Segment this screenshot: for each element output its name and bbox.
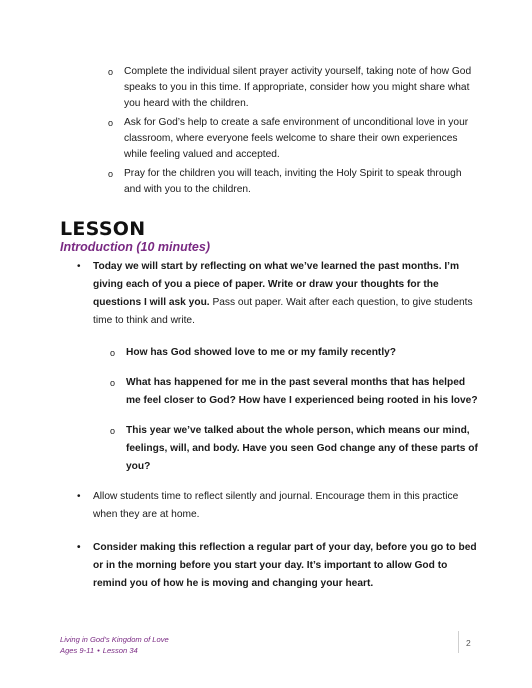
list-item: • Consider making this reflection a regular part of your day, before you go to bed or in the morning before you start your day. It’s important to allow God to remind you of how he is moving and changing your heart. xyxy=(60,539,480,593)
circle-bullet-icon: o xyxy=(110,426,116,436)
circle-bullet-icon: o xyxy=(108,118,114,128)
question-item: o This year we’ve talked about the whole person, which means our mind, feelings, will, and body. Have you seen God change any of these parts of you? xyxy=(60,422,480,476)
footer-title: Living in God’s Kingdom of Love xyxy=(60,635,169,644)
circle-bullet-icon: o xyxy=(110,348,116,358)
circle-bullet-icon: o xyxy=(110,378,116,388)
footer xyxy=(60,634,169,656)
lesson-heading: LESSON xyxy=(60,218,146,240)
page-number: 2 xyxy=(466,638,471,648)
list-item: o Complete the individual silent prayer activity yourself, taking note of how God speaks to you in this time. If appropriate, consider how you might share what you heard with the children. xyxy=(108,66,472,109)
section-heading: Introduction (10 minutes) xyxy=(60,240,210,254)
list-item: • Allow students time to reflect silently and journal. Encourage them in this practice when they are at home. xyxy=(60,488,480,524)
teacher-instruction: Pass out paper. Wait after each question, to give students time to think and write. xyxy=(93,297,473,326)
list-item xyxy=(60,258,480,330)
question-list xyxy=(60,344,480,476)
question-item: o How has God showed love to me or my family recently? xyxy=(60,344,480,362)
footer-divider xyxy=(458,631,459,653)
bullet-icon: • xyxy=(77,542,81,553)
circle-bullet-icon: o xyxy=(108,67,114,77)
lesson-bullets xyxy=(60,258,480,593)
prep-list xyxy=(108,64,478,201)
circle-bullet-icon: o xyxy=(108,169,114,179)
teacher-script: Today we will start by reflecting on what we’ve learned the past months. I’m giving each of you a piece of paper. Write or draw your thoughts for the questions I will ask you. xyxy=(93,261,460,308)
bullet-icon: • xyxy=(97,646,100,655)
question-item: o What has happened for me in the past several months that has helped me feel closer to God? How have I experienced being rooted in his love? xyxy=(60,374,480,410)
footer-subtitle: Ages 9-11 • Lesson 34 xyxy=(60,646,138,655)
list-item: o Pray for the children you will teach, inviting the Holy Spirit to speak through and with you to the children. xyxy=(108,168,462,195)
bullet-icon: • xyxy=(77,261,81,272)
list-item: o Ask for God’s help to create a safe environment of unconditional love in your classroom, where everyone feels welcome to share their own experiences while feeling valued and accepted. xyxy=(108,117,469,160)
bullet-icon: • xyxy=(77,491,81,502)
